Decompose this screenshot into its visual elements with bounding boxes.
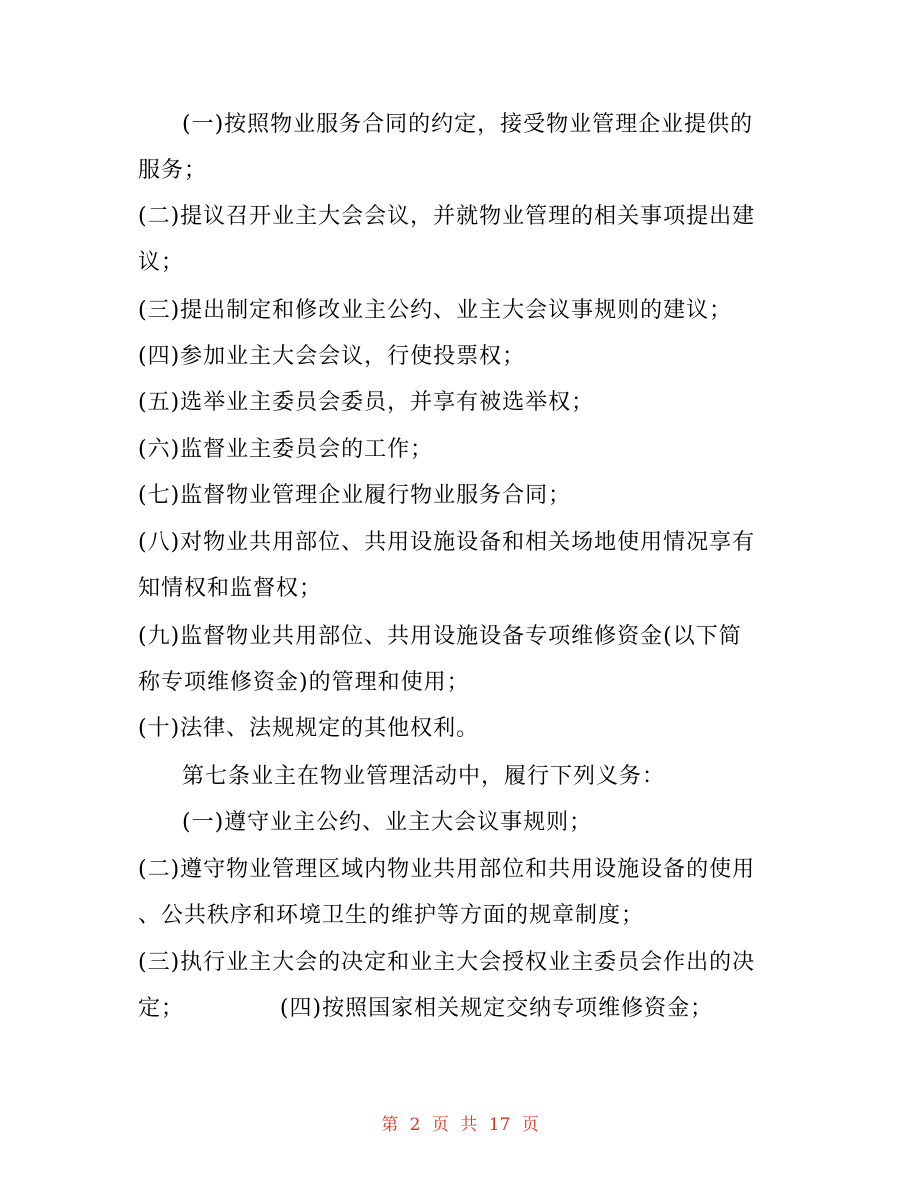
footer-gong: 共 — [460, 1115, 478, 1135]
paragraph-line: (十)法律、法规规定的其他权利。 — [138, 716, 480, 741]
paragraph-line: (三)提出制定和修改业主公约、业主大会议事规则的建议； — [138, 298, 733, 323]
footer-di: 第 — [381, 1115, 399, 1135]
paragraph-line: 、公共秩序和环境卫生的维护等方面的规章制度； — [138, 903, 645, 928]
paragraph-line: 议； — [138, 250, 185, 275]
footer-ye: 页 — [431, 1115, 449, 1135]
paragraph-line: (三)执行业主大会的决定和业主大会授权业主委员会作出的决 — [138, 950, 756, 975]
paragraph-line: (二)提议召开业主大会会议，并就物业管理的相关事项提出建 — [138, 204, 756, 229]
paragraph-line: (七)监督物业管理企业履行物业服务合同； — [138, 483, 572, 508]
paragraph-line: (四)参加业主大会会议，行使投票权； — [138, 344, 526, 369]
paragraph-line: (六)监督业主委员会的工作； — [138, 437, 434, 462]
paragraph-line: (八)对物业共用部位、共用设施设备和相关场地使用情况享有 — [138, 530, 756, 555]
footer-total-pages: 17 — [488, 1115, 511, 1135]
page-footer — [0, 1113, 920, 1137]
paragraph-line: (二)遵守物业管理区域内物业共用部位和共用设施设备的使用 — [138, 857, 756, 882]
paragraph-line: (一)遵守业主公约、业主大会议事规则； — [182, 810, 593, 835]
paragraph-line: 称专项维修资金)的管理和使用； — [138, 670, 470, 695]
footer-ye-2: 页 — [521, 1115, 539, 1135]
paragraph-line: 服务； — [138, 158, 208, 183]
article-heading-line: 第七条业主在物业管理活动中，履行下列义务： — [182, 764, 666, 789]
footer-page-number: 2 — [409, 1115, 421, 1135]
paragraph-line: (一)按照物业服务合同的约定，接受物业管理企业提供的 — [182, 112, 754, 137]
paragraph-line: 定； (四)按照国家相关规定交纳专项维修资金； — [138, 996, 714, 1021]
paragraph-line: 知情权和监督权； — [138, 576, 323, 601]
paragraph-line: (九)监督物业共用部位、共用设施设备专项维修资金(以下简 — [138, 624, 742, 649]
paragraph-line: (五)选举业主委员会委员，并享有被选举权； — [138, 390, 595, 415]
